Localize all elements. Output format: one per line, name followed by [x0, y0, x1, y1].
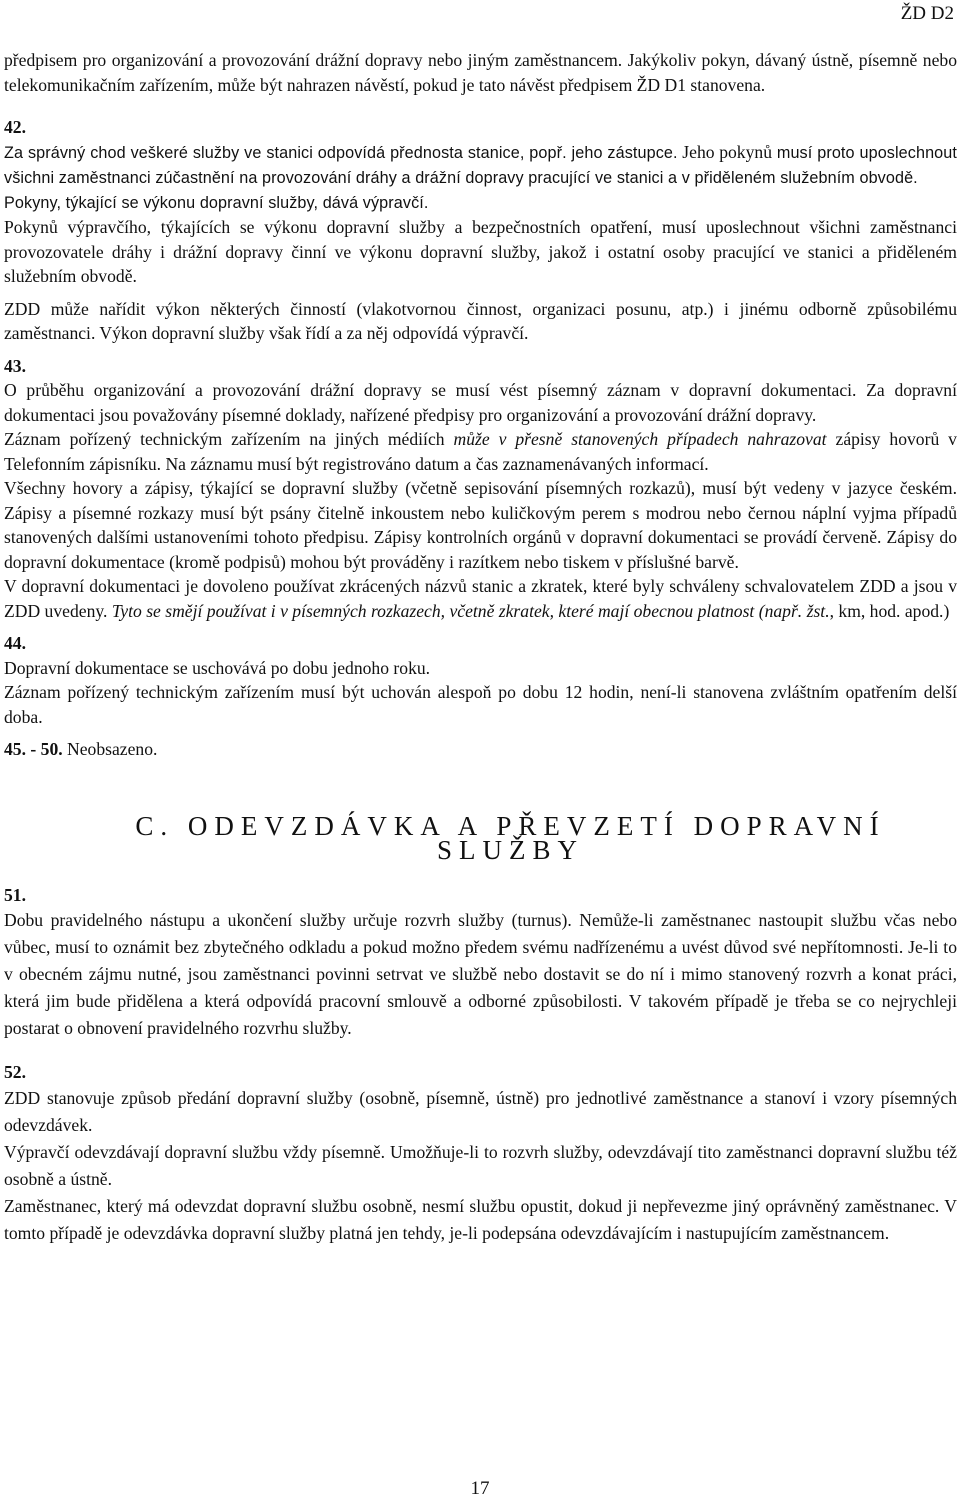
- spacer: [4, 346, 957, 354]
- s43-p2-italic: může v přesně stanovených případech nahrazovat: [453, 429, 827, 449]
- s43-paragraph-1: O průběhu organizování a provozování drážní dopravy se musí vést písemný záznam v dopravní dokumentaci. Za dopravní dokumentaci jsou považovány písemné doklady, nařízené předpisy pro organizování a provozování drážní dopravy.: [4, 380, 957, 425]
- s43-p4-start: V dopravní dokumentaci je dovoleno používat zkrácených názvů stanic a zkratek, které byly schváleny schvalovatelem ZDD a jsou v ZDD uvedeny.: [4, 576, 957, 621]
- s43-p2-end: zápisy hovorů v Telefonním zápisníku. Na záznamu musí být registrováno datum a čas zaznamenávaných informací.: [4, 429, 957, 474]
- s51-paragraph-1: Dobu pravidelného nástupu a ukončení služby určuje rozvrh služby (turnus). Nemůže-li zaměstnanec nastoupit službu včas nebo vůbec, musí to oznámit bez zbytečného odkladu a pokud možno předem svému nadřízenému a uvést důvod své nepřítomnosti. Je-li to v obecném zájmu nutné, jsou zaměstnanci povinni setrvat ve službě nebo dostavit se do ní i mimo stanovený rozvrh a konat práci, která jim bude přidělena a která odpovídá pracovní smlouvě a odborné způsobilosti. V takovém případě je třeba se co nejrychleji postarat o obnovení pravidelného rozvrhu služby.: [4, 910, 957, 1038]
- section-number-51: 51.: [4, 884, 26, 905]
- s52-paragraph-3: Zaměstnanec, který má odevzdat dopravní službu osobně, nesmí službu opustit, dokud ji nepřevezme jiný oprávněný zaměstnanec. V tomto případě je odevzdávka dopravní služby platná jen tehdy, je-li podepsána odevzdávajícím i nastupujícím zaměstnancem.: [4, 1195, 957, 1243]
- section-number-44: 44.: [4, 633, 26, 653]
- section-heading-c: C. ODEVZDÁVKA A PŘEVZETÍ DOPRAVNÍ SLUŽBY: [135, 810, 886, 865]
- spacer: [4, 729, 957, 737]
- s42-p1-serif: Jeho pokynů: [677, 141, 772, 162]
- s42-p1-sans: Za správný chod veškeré služby ve stanici odpovídá přednosta stanice, popř. jeho zástupce.: [4, 143, 678, 162]
- s44-paragraph-2: Záznam pořízený technickým zařízením musí být uchován alespoň po dobu 12 hodin, není-li stanovena zvláštním opatřením delší doba.: [4, 682, 957, 727]
- s42-p2-sans-text: musí proto uposlechnout všichni zaměstnanci zúčastnění na provozování dráhy a drážní dopravy pracující ve stanici a v přiděleném služebním obvodě.: [4, 143, 957, 187]
- s43-p4-italic: Tyto se smějí používat i v písemných rozkazech, včetně zkratek, které mají obecnou platnost (např. žst.: [111, 600, 830, 621]
- spacer: [4, 863, 957, 883]
- section-number-43: 43.: [4, 355, 26, 376]
- s45-50-line: [4, 737, 957, 762]
- spacer: [4, 1042, 957, 1060]
- page-number: 17: [470, 1478, 490, 1499]
- document-body: [4, 48, 957, 1247]
- spacer: [4, 762, 957, 814]
- s45-50-text: Neobsazeno.: [62, 739, 158, 759]
- s43-p2-start: Záznam pořízený technickým zařízením na jiných médiích: [4, 429, 454, 449]
- spacer: [4, 623, 957, 631]
- intro-paragraph: předpisem pro organizování a provozování drážní dopravy nebo jiným zaměstnancem. Jakýkoliv pokyn, dávaný ústně, písemně nebo telekomunikačním zařízením, může být nahrazen návěstí, pokud je tato návěst předpisem ŽD D1 stanovena.: [4, 50, 957, 95]
- s42-paragraph-4: Pokynů výpravčího, týkajících se výkonu dopravní služby a bezpečnostních opatření, musí uposlechnout všichni zaměstnanci provozovatele dráhy i drážní dopravy činní ve výkonu dopravní služby, jakož i ostatní osoby pracující ve stanici a přiděleném služebním obvodě.: [4, 217, 957, 286]
- spacer: [4, 289, 957, 297]
- section-number-42: 42.: [4, 117, 26, 137]
- s43-paragraph-4: [4, 574, 957, 623]
- s42-paragraph-5: ZDD může nařídit výkon některých činností (vlakotvornou činnost, organizaci posunu, atp.) i jinému odborně způsobilému zaměstnanci. Výkon dopravní služby však řídí a za něj odpovídá výpravčí.: [4, 298, 957, 343]
- s52-paragraph-1: ZDD stanovuje způsob předání dopravní služby (osobně, písemně, ústně) pro jednotlivé zaměstnance a stanoví i vzory písemných odevzdávek.: [4, 1087, 957, 1135]
- section-number-52: 52.: [4, 1062, 26, 1082]
- s52-paragraph-2: Výpravčí odevzdávají dopravní službu vždy písemně. Umožňuje-li to rozvrh služby, odevzdávají tito zaměstnanci dopravní službu též osobně a ústně.: [4, 1141, 957, 1189]
- s42-paragraph-3: Pokyny, týkající se výkonu dopravní služby, dává výpravčí.: [4, 193, 429, 212]
- s44-paragraph-1: Dopravní dokumentace se uschovává po dobu jednoho roku.: [4, 657, 431, 678]
- section-number-45-50: 45. - 50.: [4, 739, 63, 759]
- s43-p4-end: , km, hod. apod.): [829, 600, 950, 621]
- spacer: [4, 97, 957, 115]
- s42-paragraph-1: [4, 140, 957, 191]
- s43-paragraph-2: [4, 427, 957, 476]
- s43-paragraph-3: Všechny hovory a zápisy, týkající se dopravní služby (včetně sepisování písemných rozkazů), musí být vedeny v jazyce českém. Zápisy a písemné rozkazy musí být psány čitelně inkoustem nebo kuličkovým perem s modrou nebo černou náplní vyjma případů stanovených dalšími ustanoveními tohoto předpisu. Zápisy kontrolních orgánů v dopravní dokumentaci se provádí červeně. Zápisy do dopravní dokumentace (kromě podpisů) mohou být prováděny i razítkem nebo tiskem v příslušné barvě.: [4, 478, 957, 572]
- document-code: ŽD D2: [900, 3, 954, 24]
